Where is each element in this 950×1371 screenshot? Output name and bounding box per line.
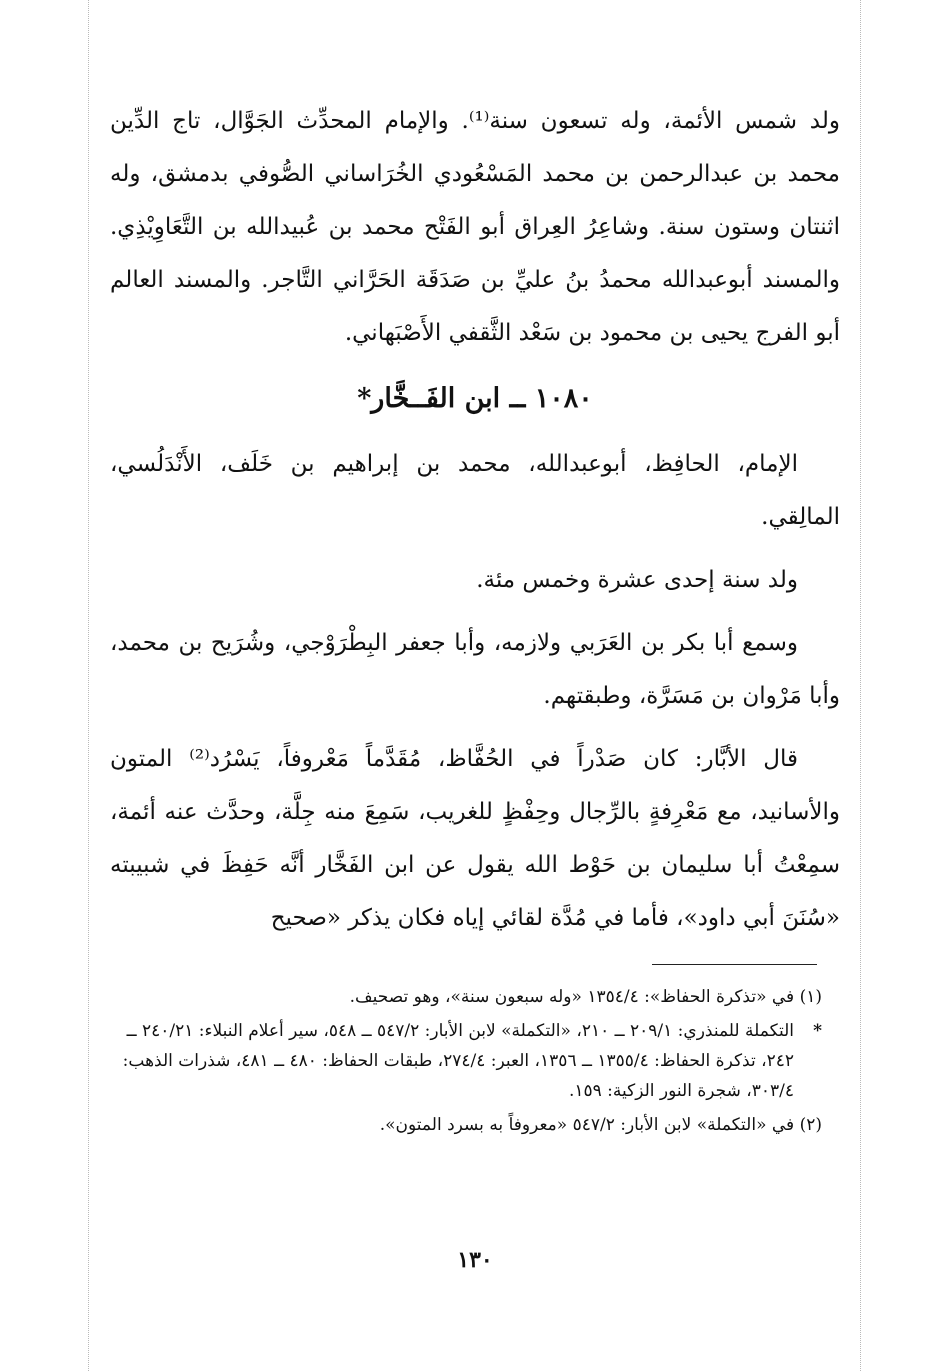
spacer [110,544,840,554]
right-margin-guide [860,0,861,1371]
page-body [110,95,840,945]
footnote-1: (١) في «تذكرة الحفاظ»: ١٣٥٤/٤ «وله سبعون سنة»، وهو تصحيف. [349,987,822,1007]
spacer [110,607,840,617]
entry-title: ١٠٨٠ ــ ابن الفَــخَّار* [357,383,593,414]
footnote-2: (٢) في «التكملة» لابن الأبار: ٥٤٧/٢ «معروفاً به بسرد المتون». [379,1115,822,1135]
page-number: ١٣٠ [457,1247,493,1273]
footnote-sources [110,1016,822,1106]
footnote-sources-text: التكملة للمنذري: ٢٠٩/١ ــ ٢١٠، «التكملة» لابن الأبار: ٥٤٧/٢ ــ ٥٤٨، سير أعلام النبلاء: ٢٤٠/٢١ ــ ٢٤٢، تذكرة الحفاظ: ١٣٥٥/٤ ــ ١٣٥٦، العبر: ٢٧٤/٤، طبقات الحفاظ: ٤٨٠ ــ ٤٨١، شذرات الذهب: ٣٠٣/٤، شجرة النور الزكية: ١٥٩. [122,1021,794,1101]
paragraph-abbar-quote: قال الأبَّار: كان صَدْراً في الحُفَّاظ، مُقَدَّماً مَعْروفاً، يَسْرُد⁽²⁾ المتون والأسانيد، مع مَعْرِفةٍ بالرِّجال وحِفْظٍ للغريب، سَمِعَ منه جِلَّة، وحدَّث عنه أئمة، سمِعْتُ أبا سليمان بن حَوْط الله يقول عن ابن الفَخَّار أنَّه حَفِظَ في شبيبته «سُنَنَ أبي داود»، فأما في مُدَّة لقائي إياه فكان يذكر «صحيح [110,746,840,931]
spacer [110,723,840,733]
paragraph-name: الإمام، الحافِظ، أبوعبدالله، محمد بن إبراهيم بن خَلَف، الأَنْدَلُسي، المالِقي. [110,451,840,530]
paragraph-death-notices: ولد شمس الأئمة، وله تسعون سنة⁽¹⁾. والإمام المحدِّث الجَوَّال، تاج الدِّين محمد بن عبدالرحمن بن محمد المَسْعُودي الخُرَاساني الصُّوفي بدمشق، وله اثنتان وستون سنة. وشاعِرُ العِراق أبو الفَتْح محمد بن عُبيدالله بن التَّعَاوِيْذِي. والمسند أبوعبدالله محمدُ بنُ عليِّ بن صَدَقَة الحَرَّاني التَّاجر. والمسند العالم أبو الفرج يحيى بن محمود بن سَعْد الثَّقفي الأَصْبَهاني. [110,108,840,346]
footnotes [110,982,822,1144]
footnote-star-mark: * [813,1021,822,1041]
paragraph-birth: ولد سنة إحدى عشرة وخمس مئة. [476,567,798,593]
paragraph-teachers: وسمع أبا بكر بن العَرَبي ولازمه، وأبا جعفر البِطْرَوْجي، وشُرَيح بن محمد، وأبا مَرْوان بن مَسَرَّة، وطبقتهم. [110,630,840,709]
footnote-separator [652,964,817,965]
left-margin-guide [88,0,89,1371]
